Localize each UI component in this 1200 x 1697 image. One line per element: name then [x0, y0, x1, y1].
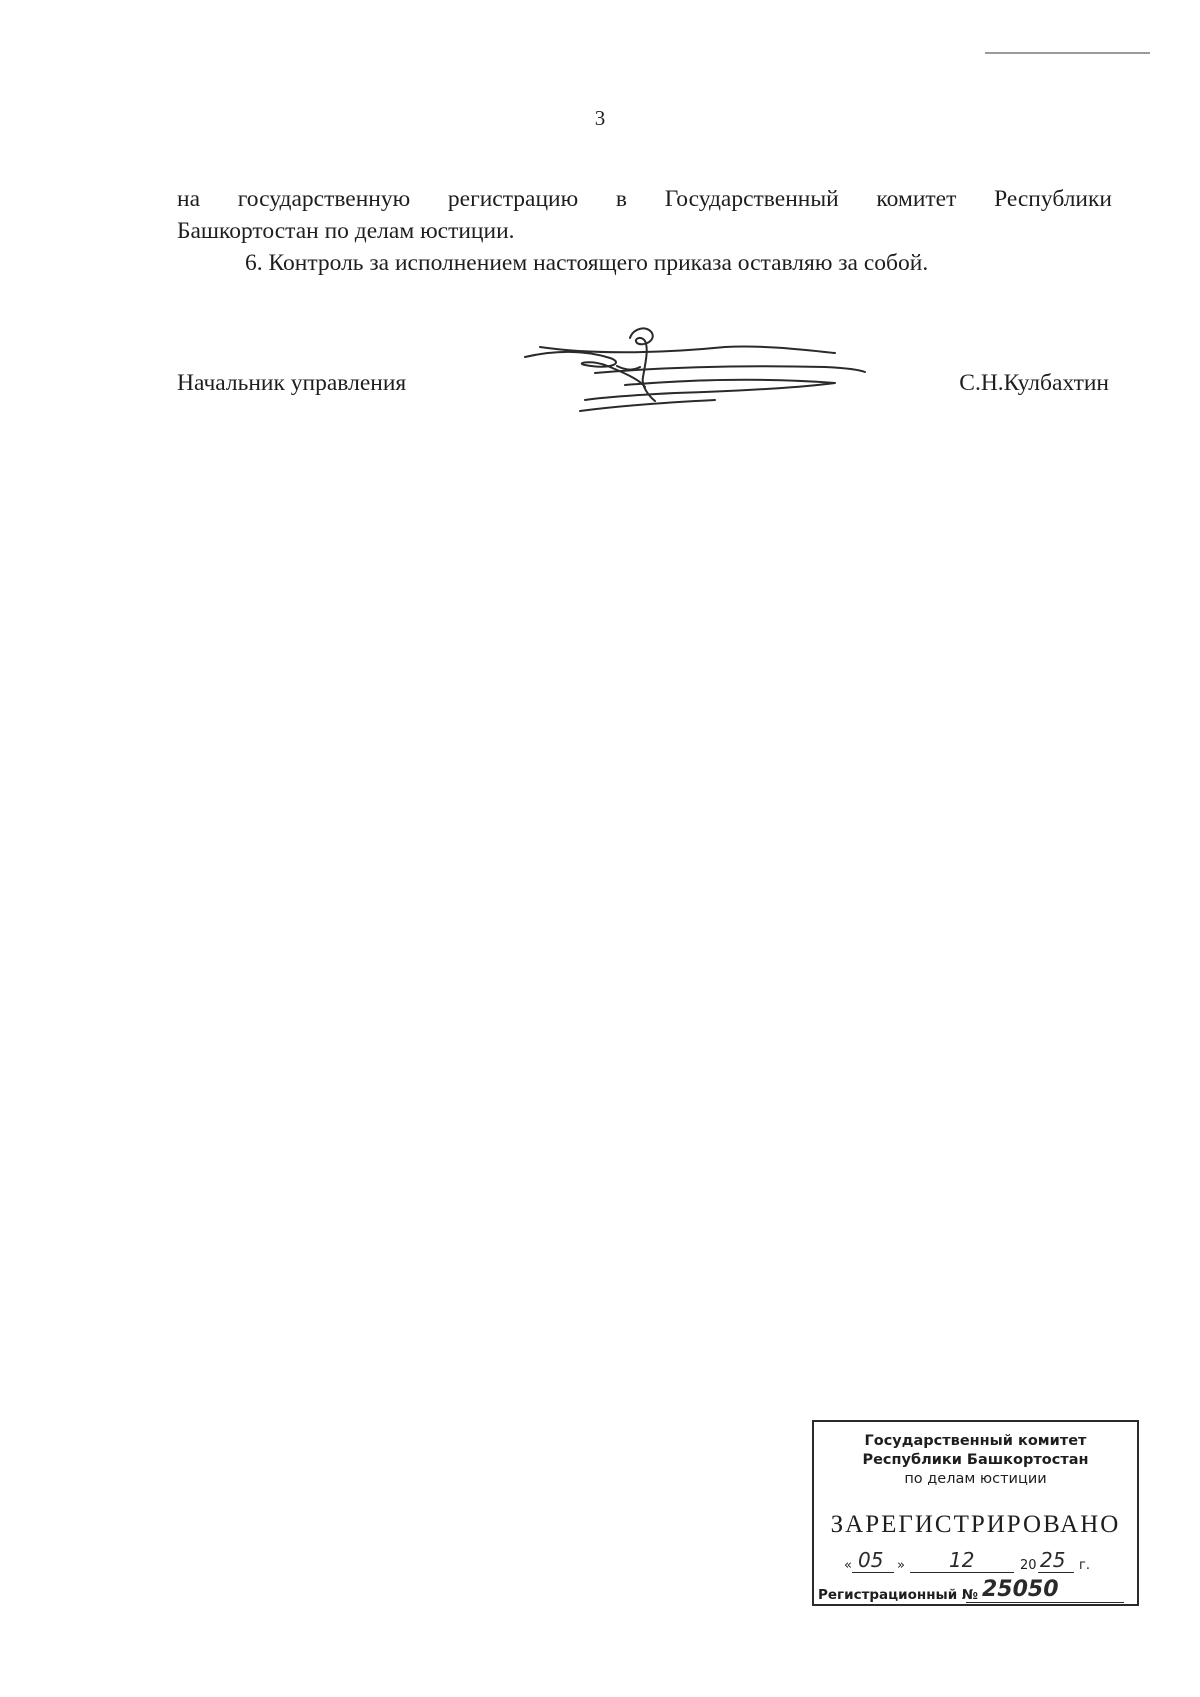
date-month: 12	[949, 1548, 975, 1572]
handwritten-signature	[515, 325, 895, 435]
reg-number-underline	[966, 1602, 1124, 1603]
signer-name: С.Н.Кулбахтин	[959, 370, 1109, 396]
stamp-date	[844, 1549, 1134, 1573]
date-year-suffix: 25	[1040, 1548, 1066, 1572]
scan-artifact-line	[985, 52, 1150, 54]
paragraph-line: Башкортостан по делам юстиции.	[177, 218, 515, 244]
stamp-org-line: Государственный комитет	[864, 1433, 1087, 1449]
paragraph-line: на государственную регистрацию в Государственный комитет Республики	[177, 186, 1112, 212]
date-month-underline	[910, 1572, 1014, 1573]
stamp-registration-number	[814, 1577, 1134, 1603]
stamp-org-line: Республики Башкортостан	[862, 1452, 1089, 1468]
date-year-prefix: 20	[1020, 1558, 1037, 1573]
date-close-quote: »	[897, 1558, 905, 1573]
page-number: 3	[594, 106, 606, 130]
date-day-underline	[852, 1572, 894, 1573]
paragraph-item-6: 6. Контроль за исполнением настоящего приказа оставляю за собой.	[245, 250, 929, 276]
date-day: 05	[858, 1548, 884, 1572]
date-year-underline	[1038, 1572, 1074, 1573]
stamp-title: ЗАРЕГИСТРИРОВАНО	[830, 1511, 1121, 1538]
date-open-quote: «	[844, 1558, 852, 1573]
reg-number-value: 25050	[982, 1577, 1059, 1602]
document-body	[177, 183, 1112, 279]
stamp-org-line: по делам юстиции	[904, 1471, 1047, 1487]
signer-position: Начальник управления	[177, 370, 407, 396]
registration-stamp	[812, 1420, 1139, 1606]
date-year-unit: г.	[1079, 1558, 1090, 1573]
stamp-organization	[814, 1432, 1137, 1489]
reg-number-label: Регистрационный №	[818, 1587, 979, 1603]
paragraph-continued	[177, 183, 1112, 247]
